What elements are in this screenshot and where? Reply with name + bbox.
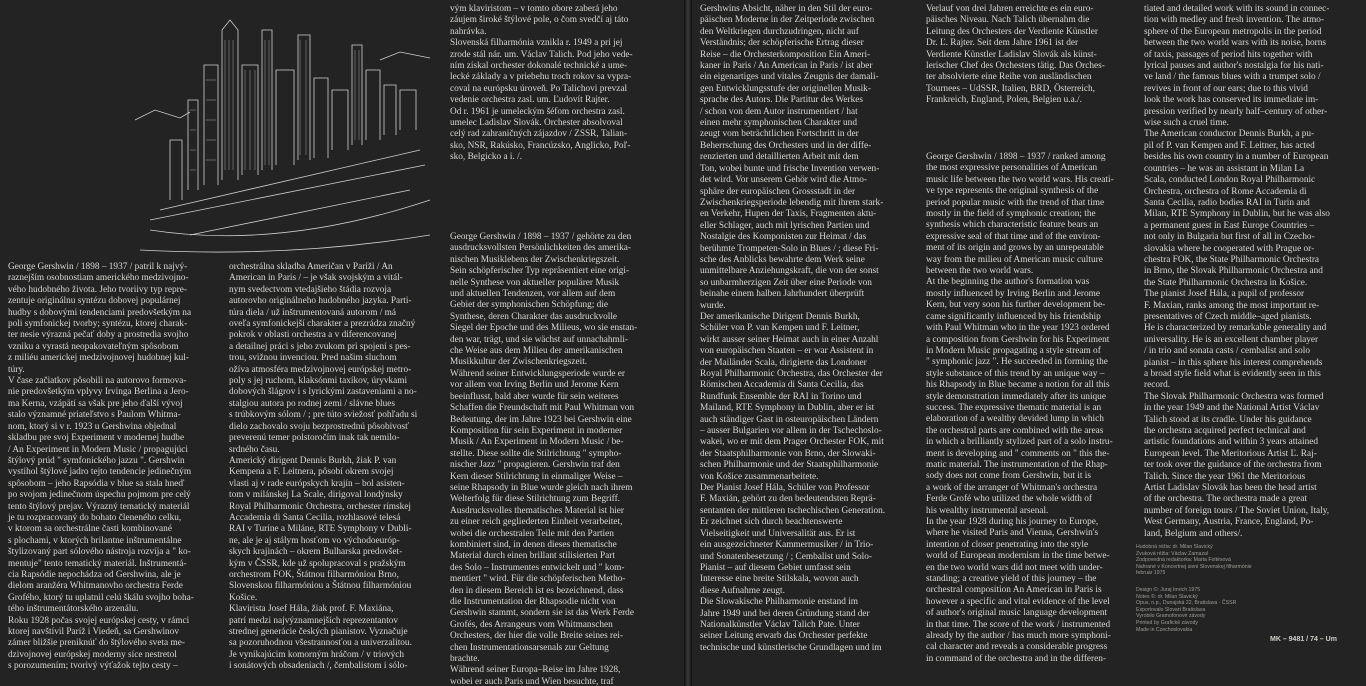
credit-line: Design ©: Juraj Imrich 1975 [1136,586,1201,593]
credits-block [1136,544,1356,633]
slovak-text-column-2: orchestrálna skladba Američan v Paríži / An American in Paris / – je však svojským a vitál- nym svedectvom vtedajšieho štádia rozvoja autorovho originálneho hudobného jazyka. Parti- túra diela / už inštrumentovaná autorom / má oveľa symfonickejší charakter a prezrádza značný pokrok v oblasti orchestra a v diferencovanej a detailnej práci s jeho zvukom pri spojení s pes- trou, svižnou invenciou. Pred našim sluchom ožíva atmosféra medzivojnovej európskej metro- poly s jej ruchom, klaksónmi taxíkov, úryvkami dobových šlágrov i s lyrickými zastaveniami a no- stalgiou autora po rodnej zemi / slávne blues s trúbkovým sólom / ; pre túto sviežosť pohľadu si dielo zachovalo svoju bezprostrednú pôsobivosť preverenú temer polstoročím inak tak nemilo- srdného času. Americký dirigent Dennis Burkh, žiak P. van Kempena a F. Leitnera, pôsobí okrem svojej vlasti aj v rade európskych krajín – bol asisten- tom v milánskej La Scale, dirigoval londýnsky Royal Philharmonic Orchestra, orchester rímskej Accademia di Santa Cecilia, rozhlasové telesá RAI v Turíne a Miláne, RTE Symphony v Dubli- ne, ale je aj stálym hosťom vo východoeuróp- skych krajinách – okrem Bulharska predovšet- kým v ČSSR, kde už spolupracoval s pražským orchestrom FOK, Štátnou filharmóniou Brno, Slovenskou filharmóniou a Štátnou filharmóniou Košice. Klavirista Josef Hála, žiak prof. F. Maxiána, patrí medzi najvýznamnejších reprezentantov strednej generácie českých pianistov. Vyznačuje sa pozoruhodnou všestrannosťou a univerzalitou. Je vynikajúcim komorným hráčom / v triových i sonátových obsadeniach /, čembalistom i sólo- [229,262,418,672]
german-text-column-2: Gershwins Absicht, näher in den Stil der euro- päischen Moderne in der Zeitperiode zwischen den Weltkriegen durchzudringen, nicht auf Verständnis; der schöpferische Ertrag dieser Reise – die Orchesterkomposition Ein Ameri- kaner in Paris / An American in Paris / ist aber ein eigenartiges und vitales Zeugnis der damali- gen Entwicklungsstufe der originellen Musik- sprache des Autors. Die Partitur des Werkes / schon von dem Autor instrumentiert / hat einen mehr symphonischen Charakter und zeugt vom beträchtlichen Fortschritt in der Beherrschung des Orchesters und in der diffe- renzierten und detaillierten Arbeit mit dem Ton, wobei bunte und frische Invention verwen- det wird. Vor unserem Gehör wird die Atmo- sphäre der europäischen Grossstadt in der Zwischenkriegsperiode lebendig mit ihrem stark- en Verkehr, Hupen der Taxis, Fragmenten aktu- eller Schlager, auch mit lyrischen Partien und Nostalgie des Komponisten zur Heimat / das berühmte Trompeten-Solo in Blues / ; diese Fri- sche des Anblicks bewahrte dem Werk seine unmittelbare Anziehungskraft, die von der sonst so unbarmherzigen Zeit über eine Periode von beinahe einem halben Jahrhundert überprüft wurde. Der amerikanische Dirigent Dennis Burkh, Schüler von P. van Kempen und F. Leitner, wirkt ausser seiner Heimat auch in einer Anzahl von europäischen Staaten – er war Assistent in der Mailänder Scala, dirigierte das Londoner Royal Philharmonic Orchestra, das Orchester der Römischen Accademia di Santa Cecilia, das Rundfunk Ensemble der RAI in Torino und Mailand, RTE Symphony in Dublin, aber er ist auch ständiger Gast in osteuropäischen Ländern – ausser Bulgarien vor allem in der Tschechoslo- wakei, wo er mit dem Prager Orchester FOK, mit der Staatsphilharmonie von Brno, der Slowaki- schen Philharmonie und der Staatsphilharmonie von Košice zusammenarbeitete. Der Pianist Josef Hála, Schüler von Professor F. Maxián, gehört zu den bedeutendsten Reprä- sentanten der mittleren tschechischen Generation. Er zeichnet sich durch beachtenswerte Vielseitigkeit und Universalität aus. Er ist ein ausgezeichneter Kammermusiker / in Trio- und Sonatenbesetzung / ; Cembalist und Solo- Pianist – auf diesem Gebiet umfasst sein Interesse eine breite Stilskala, wovon auch diese Aufnahme zeugt. Die Slowakische Philharmonie enstand im Jahre 1949 und bei deren Gründung stand der Nationalkünstler Václav Talich Pate. Unter seiner Leitung erwarb das Orchester perfekte technische und künstlerische Grundlagen und im [700,4,886,653]
credit-line: Printed by Grafické závody [1136,619,1198,626]
slovak-text-column-1: George Gershwin / 1898 – 1937 / patril k najvý- raznejším osobnostiam amerického medzivojno- vého hudobného života. Jeho tvoriivy typ repre- zentuje originálnu syntézu dobovej populárnej hudby s dobovými tendenciami predovšetkým na poli symfonickej tvorby; syntézu, ktorej charak- ter nesie výrazná pečať doby a prostredia svojho vzniku a vyrastá neopakovateľným spôsobom z miliéu americkej medzivojnovej hudobnej kul- túry. V čase začiatkov pôsobili na autorovo formova- nie predovšetkým vplyvy Irvinga Berlina a Jero- ma Kerna, vzápätí sa však pre jeho ďalší vývoj stalo významné priateľstvo s Paulom Whitma- nom, ktorý si v r. 1923 u Gershwina objednal skladbu pre svoj Experiment v modernej hudbe / An Experiment in Modern Music / propagujúci štýlový prúd " symfonického jazzu ". Gershwin vystihol štýlové jadro tejto tendencie jedinečným spôsobom – jeho Rapsódia v blue sa stala hneď po svojom jedinečnom úspechu pojmom pre celý tento štýlový prejav. Výrazný tematický materiál je tu rozpracovaný do bohato členeného celku, v ktorom sa orchestrálne časti kombinované s plochami, v ktorých brilantne inštrumentálne štylizovaný part sólového nástroja rozvíja a " ko- mentuje" tento tematický materiál. Inštrumentá- cia Rapsódie nepochádza od Gershwina, ale je dielom aranžéra Whitmanovho orchestra Ferde Grofého, ktorý tu uplatnil celú škálu svojho boha- tého inštrumentátorského arzenálu. Roku 1928 počas svojej európskej cesty, v rámci ktorej navštívil Paríž i Viedeň, sa Gershwinov zámer bližšie preniknúť do štýlového sveta me- dzivojnovej európskej moderny síce nestretol s porozumením; tvorivý výťažok tejto cesty – [8,262,194,672]
credit-line: Made in Czechoslovakia [1136,626,1193,633]
manhattan-skyline-illustration [130,0,435,258]
spine-fold [684,0,692,686]
credit-line: Nahrané v Koncertnej sieni Slovenskej filharmónie [1136,563,1252,570]
english-text-column-2: tiated and detailed work with its sound in connec- tion with medley and fresh invention. The atmo- sphere of the European metropolis in the period between the two world wars with its noise, horns of taxis, passages of period hits together with lyrical pauses and author's nostalgia for his nati- ve land / the famous blues with a trumpet solo / revives in front of our ears; due to this vivid look the work has conserved its immediate im- pression verified by nearly half–century of other- wise such a cruel time. The American conductor Dennis Burkh, a pu- pil of P. van Kempen and F. Leitner, has acted besides his own country in a number of European countries – he was an assistant in Milan La Scala, conducted London Royal Philharmonic Orchestra, orchestra of Rome Accademia di Santa Cecilia, radio bodies RAI in Turin and Milan, RTE Symphony in Dublin, but he was also a permanent guest in East Europe Countries – not only in Bulgaria but first of all in Czecho- slovakia where he cooperated with Prague or- chestra FOK, the State Philharmonic Orchestra in Brno, the Slovak Philharmonic Orchestra and the State Philharmonic Orchestra in Košice. The pianist Josef Hála, a pupil of professor F. Maxian, ranks among the most important re- presentatives of Czech middle–aged pianists. He is characterized by remarkable generality and universality. He is an excellent chamber player / in trio and sonata casts / cembalist and solo pianist – in this sphere his interest comprehends a broad style field what is evidently seen in this record. The Slovak Philharmonic Orchestra was formed in the year 1949 and the National Artist Václav Talich stood at its cradle. Under his guidance the orchestra acquired perfect technical and artistic foundations and within 3 years attained European level. The Meritorious Artist Ľ. Raj- ter took over the guidance of the orchestra from Talich. Since the year 1961 the Meritorious Artist Ladislav Slovák has been the head artist of the orchestra. The orchestra made a great number of foreign tours / The Soviet Union, Italy, West Germany, Austria, France, England, Po- land, Belgium and others/. [1144,4,1330,539]
credit-line: Zodpovedná redaktorka: Marta Foltésová [1136,557,1231,564]
credit-line: Vyrobilo Gramofonové závody [1136,613,1206,620]
credit-line: Opus, n.p., Dunajská 22, Bratislava · ČSSR [1136,600,1237,607]
credit-line: Notes ©: dr. Milan Slavický [1136,593,1198,600]
credit-line: Hudobná réžia: dr. Milan Slavický [1136,544,1213,550]
english-text-column-1: George Gershwin / 1898 – 1937 / ranked among the most expressive personalities of American music life between the two world wars. His creati- ve type represents the original synthesis of the period popular music with the trend of that time mostly in the field of symphonic creation; the synthesis which characteristic feature bears an expressive seal of that time and of the environ- ment of its origin and grows by an unrepeatable way from the milieu of American music culture between the two world wars. At the beginning the author's formation was mostly influenced by Irving Berlin and Jerome Kern, but very soon his further development be- came significantly influenced by his friendship with Paul Whitman who in the year 1923 ordered a composition from Gershwin for his Experiment in Modern Music propagating a style stream of " symphonic jazz ". He succeeded in forming the style substance of this trend by an unique way – his Rhapsody in Blue became a notion for all this style demonstration immediately after its unique success. The expressive thematic material is an elaboration of a wealthy devided lump in which the orchestral parts are combined with the areas in which a brilliantly stylized part of a solo instru- ment is developing and " comments on " this the- matic material. The instrumentation of the Rhap- sody does not come from Gershwin, but it is a work of the arranger of Whitman's orchestra Ferde Grofé who utilized the whole width of his wealthy instrumental arsenal. In the year 1928 during his journey to Europe, where he visited Paris and Vienna, Gershwin's intention of closer penetrating into the style world of European modernism in the time betwe- en the two world wars did not meet with under- standing; a creative yield of this journey – the orchestral composition An American in Paris is however a specific and vital evidence of the level of author's original music language development in that time. The score of the work / instrumented already by the author / has much more symphoni- cal character and reveals a considerable progress in command of the orchestra and in the differen- [926,152,1114,664]
german-text-column-3: Verlauf von drei Jahren erreichte es ein euro- päisches Niveau. Nach Talich übernahm die Leitung des Orchesters der Verdiente Künstler Dr. Ľ. Rajter. Seit dem Jahre 1961 ist der Verdiente Künstler Ladislav Slovák als künst- lerischer Chef des Orchesters tätig. Das Orches- ter absolvierte eine Reihe von ausländischen Tournees – UdSSR, Italien, BRD, Österreich, Frankreich, England, Polen, Belgien u.a./. [926,4,1105,106]
credit-line: Exportovalo Slovart Bratislava [1136,606,1206,613]
credit-line: február 1975 [1136,570,1166,577]
slovak-text-column-3: vým klaviristom – v tomto obore zaberá jeho záujem široké štýlové pole, o čom svedčí aj táto nahrávka. Slovenská filharmónia vznikla r. 1949 a pri jej zrode stál nár. um. Václav Talich. Pod jeho vede- ním získal orchester dokonalé technické a ume- lecké základy a v priebehu troch rokov sa vypra- coval na európsku úroveň. Po Talichovi prevzal vedenie orchestra zasl. um. Ľudovít Rajter. Od r. 1961 je umeleckým šéfom orchestra zasl. umelec Ladislav Slovák. Orchester absolvoval celý rad zahraničných zájazdov / ZSSR, Talian- sko, NSR, Rakúsko, Francúzsko, Anglicko, Poľ- sko, Belgicko a i. /. [450,4,633,163]
credit-line: Zvuková réžia: Václav Zamazal [1136,550,1209,557]
german-text-column-1: George Gershwin / 1898 – 1937 / gehörte zu den ausdrucksvollsten Persönlichkeiten des amerika- nischen Musiklebens der Zwischenkriegszeit. Sein schöpferischer Typ repräsentiert eine origi- nelle Synthese von aktueller populärer Musik und aktuellen Tendenzen, vor allem auf dem Gebiet der symphonischen Schöpfung; die Synthese, deren Charakter das ausdruckvolle Siegel der Epoche und des Milieus, wo sie enstan- den war, trägt, und sie wächst auf unnachahmli- che Weise aus dem Milieu der amerikanischen Musikkultur der Zwischenkriegszeit. Während seiner Entwicklungsperiode wurde er vor allem von Irving Berlin und Jerome Kern beeinflusst, bald aber wurde für sein weiteres Schaffen die Freundschaft mit Paul Whitman von Bedeutung, der im Jahre 1923 bei Gershwin eine Komposition für sein Experiment in moderner Musik / An Experiment in Modern Music / be- stellte. Diese sollte die Stilrichtung " sympho- nischer Jazz " propagieren. Gershwin traf den Kern dieser Stilrichtung in einmaliger Weise – seine Rhapsody in Blue wurde gleich nach ihrem Welterfolg für diese Stilrichtung zum Begriff. Ausdrucksvolles thematisches Material ist hier zu einer reich gegliederten Einheit verarbeitet, wobei die orchestralen Teile mit den Partien kombiniert sind, in denen dieses thematische Material durch einen brillant stilisierten Part des Solo – Instrumentes entwickelt und " kom- mentiert " wird. Für die schöpferischen Metho- den in diesem Bereich ist es bezeichnend, dass die Instrumentation der Rhapsodie nicht von Gershwin stammt, sondern sie ist das Werk Ferde Grofés, des Arrangeurs vom Whitmanschen Orchesters, der hier die volle Breite seines rei- chen Instrumentationsarsenals zur Geltung brachte. Während seiner Europa–Reise im Jahre 1928, wobei er auch Paris und Wien besuchte, traf [450,232,638,686]
catalog-number: MK – 9481 / 74 – Um [1270,636,1337,643]
